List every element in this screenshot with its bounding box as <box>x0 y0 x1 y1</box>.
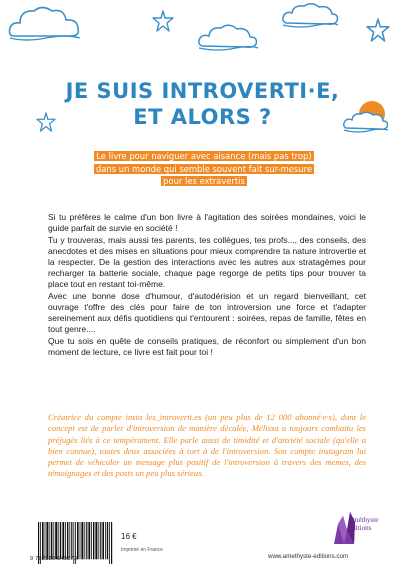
publisher-name-line-2: Éditions <box>348 524 372 532</box>
star-icon <box>152 10 174 32</box>
book-title <box>0 78 405 130</box>
author-bio: Créatrice du compte insta les_introverti.es (un peu plus de 12 000 abonné·e·s), dont le concept est de parler d'introversion de manière décalée, Mélissa a toujours combattu les préjugés liés à ce tempérament. Elle parle aussi de timidité et d'anxiété sociale (qu'elle a bien connue), toutes deux associées à tort à de l'introversion. Son compte instagram lui permet de véhiculer un message plus positif de l'introversion à travers des memes, des témoignages et des posts un peu plus sérieux. <box>48 412 366 479</box>
cloud-icon <box>6 2 86 42</box>
printed-in: Imprimé en France <box>121 547 163 553</box>
title-line-2: ET ALORS ? <box>133 105 272 129</box>
publisher-website: www.amethyste-editions.com <box>268 553 349 560</box>
publisher-logo <box>348 516 400 532</box>
cloud-icon <box>196 22 260 52</box>
description-paragraph: Tu y trouveras, mais aussi tes parents, tes collègues, tes profs..., des conseils, des anecdotes et des mises en situations pour mieux comprendre ta nature introvertie et la respecter. De la gestion des interactions avec les autres aux stratagèmes pour recharger ta batterie sociale, chaque page regorge de petits tips pour trouver ta place tout en restant toi-même. <box>48 235 366 289</box>
publisher-name-line-1: Améthyste <box>348 516 379 524</box>
book-description <box>48 212 366 359</box>
subtitle-line-3: pour les extravertis <box>163 176 245 187</box>
price: 16 € <box>121 532 137 541</box>
description-paragraph: Avec une bonne dose d'humour, d'autodérision et un regard bienveillant, cet ouvrage t'offre des clés pour faire de ton introversion une force et t'adapter sereinement aux défis quotidiens qui t'entourent : soirées, repas de famille, fêtes en tout genre.... <box>48 291 366 334</box>
subtitle-line-1: Le livre pour naviguer avec aisance (mais pas trop) <box>96 151 312 161</box>
description-paragraph: Que tu sois en quête de conseils pratiques, de réconfort ou simplement d'un bon moment de lecture, ce livre est fait pour toi ! <box>48 336 366 357</box>
cloud-icon <box>280 1 340 31</box>
description-paragraph: Si tu préfères le calme d'un bon livre à l'agitation des soirées mondaines, voici le guide parfait de survie en société ! <box>48 212 366 233</box>
barcode-number: 9 782380 640373 <box>30 556 78 562</box>
subtitle-line-2: dans un monde qui semble souvent fait sur-mesure <box>95 163 313 174</box>
book-subtitle <box>66 150 342 188</box>
star-icon <box>366 18 390 42</box>
title-line-1: JE SUIS INTROVERTI·E, <box>65 79 340 103</box>
